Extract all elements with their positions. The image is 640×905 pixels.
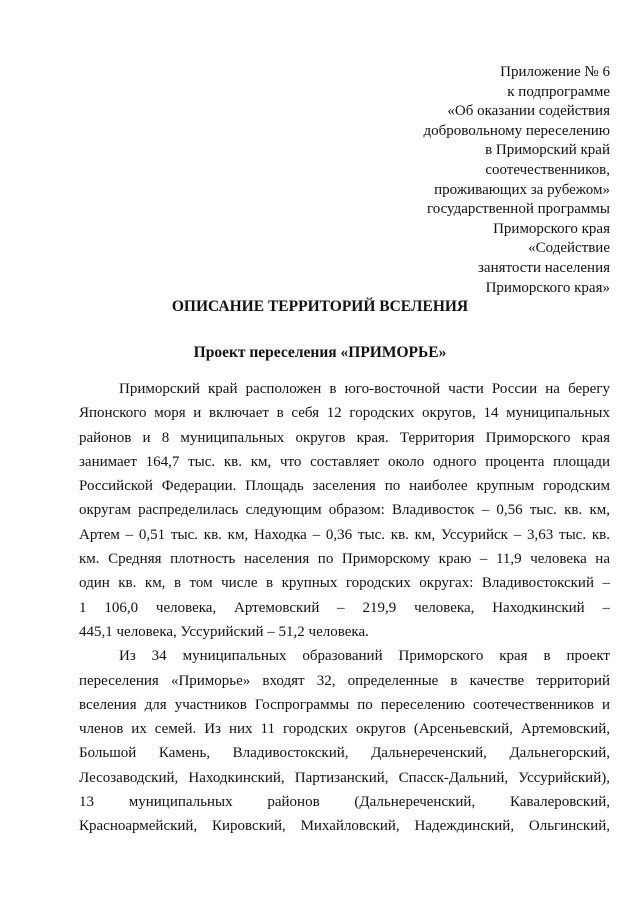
document-body (79, 377, 610, 839)
paragraph1-line: км. Средняя плотность населения по Приморскому краю – 11,9 человека на (79, 551, 610, 568)
paragraph1-line: Японского моря и включает в себя 12 городских округов, 14 муниципальных (79, 405, 610, 422)
paragraph1-line: Приморский край расположен в юго-восточной части России на берегу (119, 381, 610, 397)
paragraph2-line: Лесозаводский, Находкинский, Партизанский, Спасск-Дальний, Уссурийский), (79, 769, 610, 786)
paragraph1-line: округам распределилась следующим образом: Владивосток – 0,56 тыс. кв. км, (79, 502, 610, 519)
appendix-line: «Содействие (528, 240, 610, 257)
paragraph1-line: занимает 164,7 тыс. кв. км, что составляет около одного процента площади (79, 453, 610, 470)
appendix-line: соотечественников, (485, 161, 610, 178)
paragraph2-line: Красноармейский, Кировский, Михайловский, Надеждинский, Ольгинский, (79, 818, 610, 835)
document-subtitle: Проект переселения «ПРИМОРЬЕ» (193, 344, 447, 361)
appendix-line: к подпрограмме (507, 83, 610, 100)
appendix-line: занятости населения (477, 259, 610, 276)
appendix-line: Приложение № 6 (500, 64, 610, 80)
paragraph1-line: один кв. км, в том числе в крупных городских округах: Владивостокский – (79, 575, 610, 592)
appendix-line: Приморского края» (485, 279, 610, 296)
paragraph1-line: 445,1 человека, Уссурийский – 51,2 человека. (79, 623, 369, 640)
paragraph1-line: районов и 8 муниципальных округов края. Территория Приморского края (79, 429, 610, 446)
appendix-header (424, 63, 610, 298)
paragraph2-line: членов их семей. Из них 11 городских округов (Арсеньевский, Артемовский, (79, 721, 610, 738)
paragraph1-line: Артем – 0,51 тыс. кв. км, Находка – 0,36 тыс. кв. км, Уссурийск – 3,63 тыс. кв. (79, 526, 610, 543)
paragraph2-line: Большой Камень, Владивостокский, Дальнереченский, Дальнегорский, (79, 745, 610, 762)
document-title: ОПИСАНИЕ ТЕРРИТОРИЙ ВСЕЛЕНИЯ (171, 298, 469, 315)
appendix-line: добровольному переселению (423, 122, 610, 139)
appendix-line: Приморского края (493, 220, 610, 237)
paragraph1-line: Российской Федерации. Площадь заселения по наиболее крупным городским (79, 478, 610, 495)
appendix-line: в Приморский край (485, 142, 610, 159)
paragraph2-line: 13 муниципальных районов (Дальнереченский, Кавалеровский, (79, 794, 610, 811)
paragraph1-line: 1 106,0 человека, Артемовский – 219,9 человека, Находкинский – (79, 599, 610, 616)
paragraph2-line: вселения для участников Госпрограммы по переселению соотечественников и (79, 696, 610, 713)
appendix-line: «Об оказании содействия (447, 103, 610, 120)
appendix-line: проживающих за рубежом» (434, 181, 610, 198)
appendix-line: государственной программы (426, 201, 610, 218)
paragraph2-line: переселения «Приморье» входят 32, определенные в качестве территорий (79, 672, 610, 689)
paragraph2-line: Из 34 муниципальных образований Приморского края в проект (119, 648, 610, 665)
